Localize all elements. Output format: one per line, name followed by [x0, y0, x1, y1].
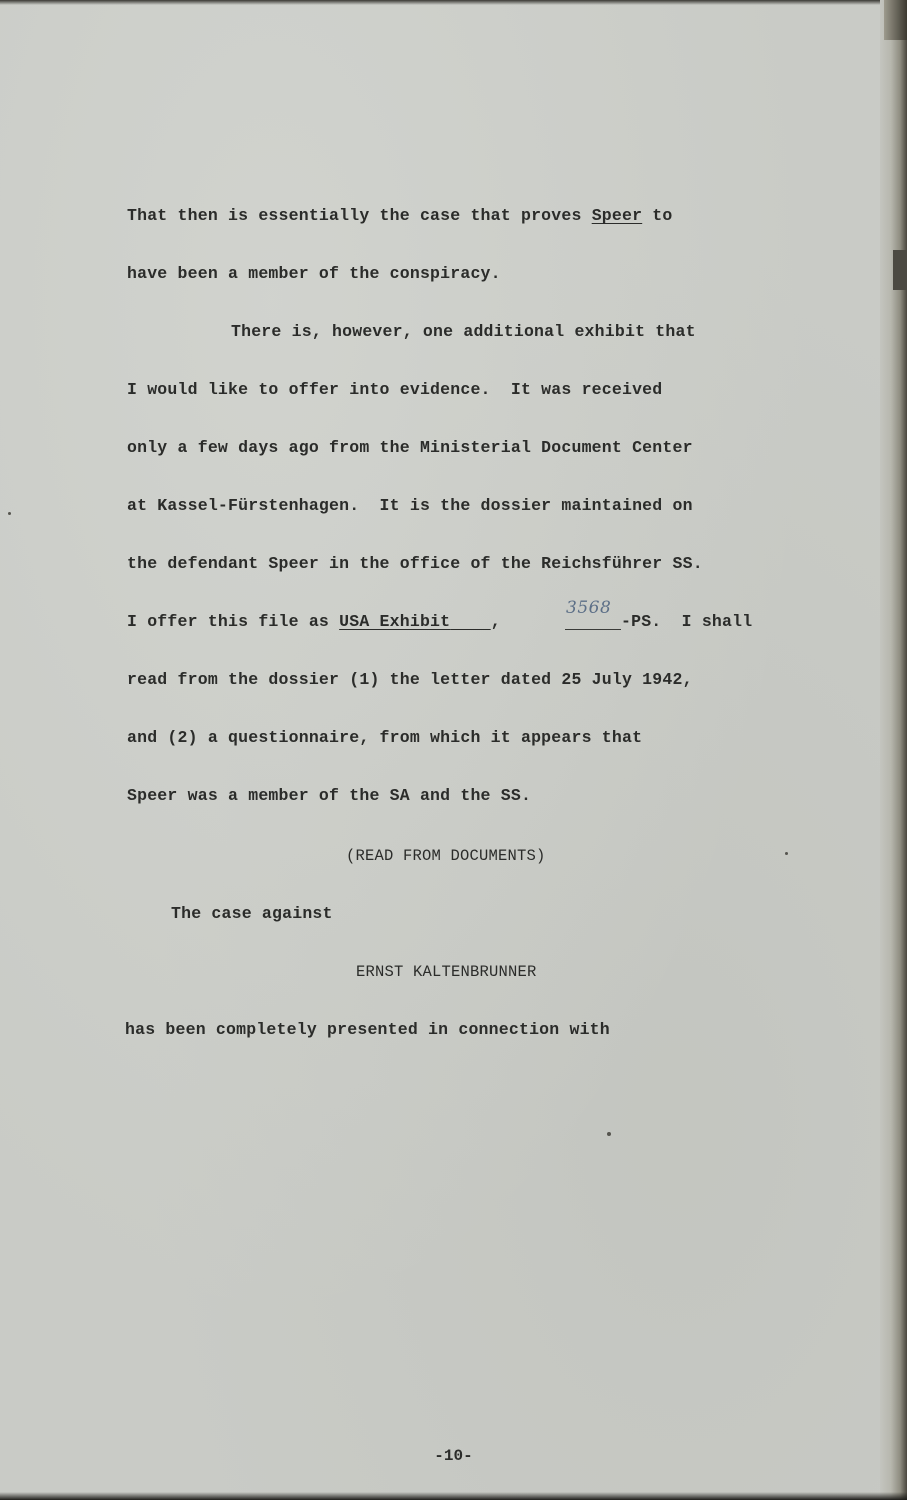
paper-speck	[8, 512, 11, 515]
defendant-name: ERNST KALTENBRUNNER	[356, 963, 537, 981]
exhibit-label: USA Exhibit	[339, 612, 451, 631]
paragraph2-line1: There is, however, one additional exhibit that	[231, 322, 696, 341]
paragraph1-line1	[127, 203, 673, 229]
text-segment: That then is essentially the case that proves	[127, 206, 592, 225]
page-right-corner	[884, 0, 907, 40]
paragraph2-line8: and (2) a questionnaire, from which it appears that	[127, 728, 643, 747]
paragraph2-line6-end: -PS. I shall	[621, 612, 753, 631]
paragraph2-line2: I would like to offer into evidence. It was received	[127, 380, 663, 399]
page-bottom-edge	[0, 1492, 907, 1500]
page-right-edge	[880, 0, 907, 1500]
paragraph1-line2: have been a member of the conspiracy.	[127, 264, 501, 283]
text-segment: ,	[490, 612, 501, 631]
paper-speck	[785, 852, 788, 855]
closing-line: has been completely presented in connection with	[125, 1020, 610, 1039]
number-blank-rule	[565, 629, 621, 630]
text-segment: to	[642, 206, 673, 225]
paragraph2-line7: read from the dossier (1) the letter dated 25 July 1942,	[127, 670, 693, 689]
paragraph2-line3: only a few days ago from the Ministerial Document Center	[127, 438, 693, 457]
paragraph2-line9: Speer was a member of the SA and the SS.	[127, 786, 532, 805]
case-intro: The case against	[171, 904, 333, 923]
binding-tab-mark	[893, 250, 907, 290]
page-top-edge	[0, 0, 907, 5]
handwritten-exhibit-number: 3568	[566, 598, 612, 618]
text-segment: I offer this file as	[127, 612, 340, 631]
read-documents-note: (READ FROM DOCUMENTS)	[346, 847, 546, 865]
underlined-name: Speer	[591, 206, 643, 225]
paragraph2-line4: at Kassel-Fürstenhagen. It is the dossier maintained on	[127, 496, 693, 515]
paragraph2-line6	[127, 609, 501, 635]
paragraph2-line5: the defendant Speer in the office of the Reichsführer SS.	[127, 554, 703, 573]
paper-speck	[607, 1132, 611, 1136]
blank-space	[450, 612, 490, 631]
page-number: -10-	[434, 1447, 473, 1465]
